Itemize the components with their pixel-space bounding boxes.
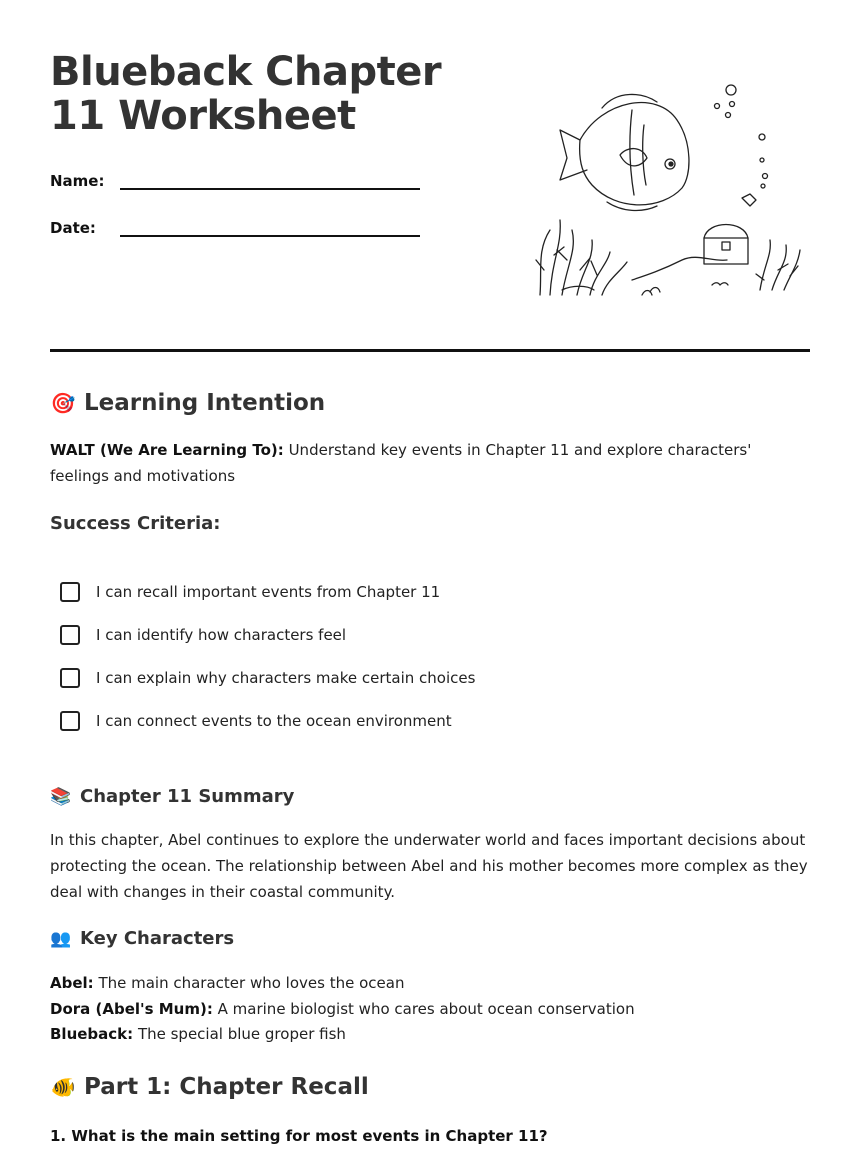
character-name: Abel: bbox=[50, 974, 94, 992]
section-divider bbox=[50, 349, 810, 352]
criteria-item bbox=[60, 711, 452, 731]
fish-icon: 🐠 bbox=[50, 1075, 76, 1099]
character-entry bbox=[50, 1021, 346, 1047]
name-label: Name: bbox=[50, 172, 105, 190]
criteria-item bbox=[60, 582, 440, 602]
fish-coral-illustration bbox=[532, 80, 806, 312]
criteria-text: I can connect events to the ocean environment bbox=[96, 712, 452, 730]
criteria-checkbox[interactable] bbox=[60, 711, 80, 731]
summary-paragraph: In this chapter, Abel continues to explore the underwater world and faces important decisions about protecting the ocean. The relationship between Abel and his mother becomes more complex as they deal with changes in their coastal community. bbox=[50, 831, 808, 901]
walt-paragraph bbox=[50, 437, 810, 489]
criteria-checkbox[interactable] bbox=[60, 625, 80, 645]
summary-title: Chapter 11 Summary bbox=[80, 786, 295, 807]
criteria-text: I can identify how characters feel bbox=[96, 626, 347, 644]
success-criteria-title: Success Criteria: bbox=[50, 513, 221, 534]
walt-text: Understand key events in Chapter 11 and explore characters' feelings and motivations bbox=[50, 441, 752, 485]
name-field-row bbox=[50, 166, 420, 190]
key-characters-heading bbox=[50, 928, 234, 949]
part1-heading bbox=[50, 1074, 369, 1100]
learning-intention-title: Learning Intention bbox=[84, 390, 326, 416]
criteria-item bbox=[60, 625, 346, 645]
books-icon: 📚 bbox=[50, 786, 72, 807]
date-label: Date: bbox=[50, 219, 96, 237]
learning-intention-heading bbox=[50, 390, 325, 416]
part1-title: Part 1: Chapter Recall bbox=[84, 1074, 369, 1100]
criteria-text: I can recall important events from Chapter 11 bbox=[96, 583, 441, 601]
character-name: Dora (Abel's Mum): bbox=[50, 1000, 213, 1018]
people-icon: 👥 bbox=[50, 928, 72, 949]
summary-heading bbox=[50, 786, 294, 807]
criteria-item bbox=[60, 668, 475, 688]
question-1: 1. What is the main setting for most events in Chapter 11? bbox=[50, 1127, 548, 1145]
target-icon: 🎯 bbox=[50, 391, 76, 415]
character-entry bbox=[50, 996, 635, 1022]
worksheet-title: Blueback Chapter 11 Worksheet bbox=[50, 49, 442, 139]
character-description: The main character who loves the ocean bbox=[98, 974, 405, 992]
name-write-line[interactable] bbox=[120, 188, 420, 190]
criteria-checkbox[interactable] bbox=[60, 582, 80, 602]
character-entry bbox=[50, 970, 404, 996]
character-name: Blueback: bbox=[50, 1025, 134, 1043]
character-description: The special blue groper fish bbox=[137, 1025, 346, 1043]
character-description: A marine biologist who cares about ocean conservation bbox=[217, 1000, 635, 1018]
criteria-text: I can explain why characters make certain choices bbox=[96, 669, 476, 687]
date-field-row bbox=[50, 213, 420, 237]
success-criteria-heading bbox=[50, 513, 220, 534]
date-write-line[interactable] bbox=[120, 235, 420, 237]
criteria-checkbox[interactable] bbox=[60, 668, 80, 688]
key-characters-title: Key Characters bbox=[80, 928, 235, 949]
walt-label: WALT (We Are Learning To): bbox=[50, 441, 284, 459]
